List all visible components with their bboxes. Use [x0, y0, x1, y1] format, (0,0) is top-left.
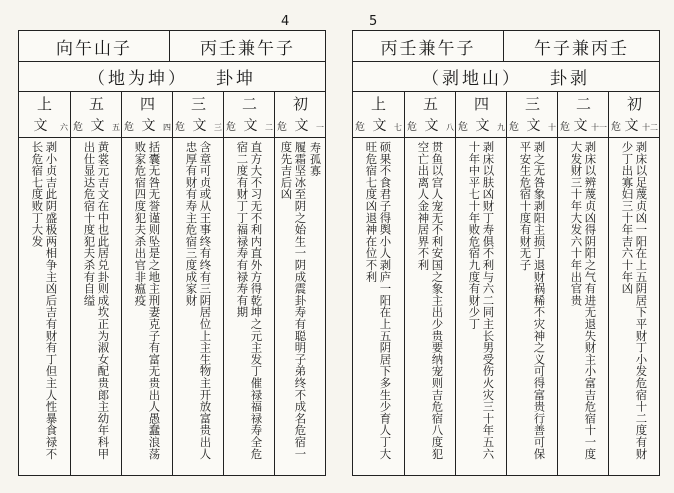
yao-sub — [509, 115, 556, 135]
yao-header — [353, 91, 404, 138]
yao-wen: 文 — [90, 118, 105, 134]
yao-number: 六 — [60, 123, 68, 132]
mountain-label: 午子兼丙壬 — [534, 38, 629, 59]
yao-text: 剥小贞吉此阴盛极两相争主凶后吉有财有丁但主人性暴食禄不长危宿七度败丁大发 — [30, 141, 59, 460]
gua-title: 卦剥 — [550, 68, 590, 89]
yao-tier: 危 — [560, 122, 570, 133]
yao-tail: 寿孤寡 — [308, 142, 322, 177]
yao-number: 七 — [394, 123, 402, 132]
yao-column — [274, 91, 326, 475]
yao-text: 剥之无咎象剥阳主损丁退财祸稀不灾神之义可得富贵行善可保平安生危宿十度有财无子 — [518, 141, 547, 460]
yao-position: 三 — [524, 95, 540, 113]
yao-position: 四 — [473, 95, 489, 113]
yao-body — [558, 141, 609, 471]
yao-tier: 危 — [226, 122, 236, 133]
yao-body — [19, 141, 70, 471]
yao-column — [121, 91, 173, 475]
yao-tier: 危 — [73, 122, 83, 133]
yao-number: 十一 — [591, 123, 607, 132]
page-number-left: 4 — [281, 14, 290, 29]
yao-column — [506, 91, 558, 475]
yao-tier: 危 — [124, 122, 134, 133]
yao-body — [609, 141, 660, 471]
yao-text: 直方大不习无不利内直外方得乾坤之元主发丁催禄福禄寿全危宿二度有财丁丁福禄寿有禄寿有期 — [235, 141, 264, 460]
yao-wen: 文 — [475, 118, 490, 134]
yao-wen: 文 — [526, 118, 541, 134]
yao-body — [173, 141, 224, 471]
yao-column — [404, 91, 456, 475]
yao-header — [558, 91, 609, 138]
yao-tier: 危 — [277, 122, 287, 133]
yao-wen: 文 — [573, 118, 588, 134]
yao-columns — [19, 91, 325, 475]
yao-header — [405, 91, 456, 138]
yao-wen: 文 — [372, 118, 387, 134]
yao-wen: 文 — [141, 118, 156, 134]
sitting-label: 丙壬兼午子 — [200, 38, 295, 59]
yao-number: 二 — [265, 123, 273, 132]
yao-sub — [560, 115, 607, 135]
page-number-right: 5 — [369, 14, 378, 29]
yao-number: 十二 — [642, 123, 658, 132]
yao-position: 二 — [241, 95, 257, 113]
gua-row — [353, 61, 659, 92]
yao-number: 九 — [497, 123, 505, 132]
yao-column — [353, 91, 404, 475]
yao-sub — [124, 115, 171, 135]
yao-header — [456, 91, 507, 138]
yao-column — [223, 91, 275, 475]
yao-position: 初 — [626, 95, 642, 113]
yao-text: 硕果不食君子得舆小人剥庐一阳在上五阴居下多生少育人丁大旺危宿七度凶退神在位不利 — [364, 141, 393, 460]
yao-body — [405, 141, 456, 471]
yao-header — [224, 91, 275, 138]
yao-text: 剥床以辨蔑贞凶得阴阳之气有进无退失财主小富吉危宿十一度大发财三十年大发六十年出官贵 — [569, 141, 598, 460]
yao-column — [70, 91, 122, 475]
yao-position: 五 — [422, 95, 438, 113]
yao-wen: 文 — [33, 118, 48, 134]
yao-body — [71, 141, 122, 471]
yao-body — [275, 141, 326, 471]
yao-number: 四 — [163, 123, 171, 132]
yao-position: 上 — [36, 95, 52, 113]
yao-tier: 危 — [611, 122, 621, 133]
yao-position: 五 — [88, 95, 104, 113]
yao-number: 五 — [112, 123, 120, 132]
yao-wen: 文 — [624, 118, 639, 134]
yao-text: 贯鱼以宫人宠无不利安国之象主出少贵要纳宠则吉危宿八度犯空亡出离人金神居界不利 — [416, 141, 445, 460]
yao-body — [507, 141, 558, 471]
yao-column — [608, 91, 660, 475]
yao-column — [455, 91, 507, 475]
yao-sub — [175, 115, 222, 135]
left-page — [18, 30, 326, 476]
yao-text: 括囊无咎无誉谨则坠是之地主刑妻克子有富无贵出人愚蠢浪荡败家危宿四度犯夫杀出官非瘟疫 — [133, 141, 162, 460]
yao-position: 四 — [139, 95, 155, 113]
yao-sub — [226, 115, 273, 135]
yao-wen: 文 — [294, 118, 309, 134]
yao-column — [172, 91, 224, 475]
sitting-label: 丙壬兼午子 — [380, 38, 476, 59]
yao-header — [507, 91, 558, 138]
gua-name: （地为坤） — [88, 68, 188, 89]
yao-text: 黄裳元吉文在中也此居兑卦则成坎正为淑女配贵郎主幼年科甲出仕显达危宿十度犯夫杀有自缢 — [82, 141, 111, 460]
yao-tier: 危 — [458, 122, 468, 133]
yao-header — [71, 91, 122, 138]
yao-header — [609, 91, 660, 138]
yao-sub — [73, 115, 120, 135]
yao-sub — [611, 115, 658, 135]
yao-sub — [21, 115, 68, 135]
yao-header — [19, 91, 70, 138]
left-header — [19, 31, 325, 62]
yao-body — [122, 141, 173, 471]
yao-columns — [353, 91, 659, 475]
yao-sub — [407, 115, 454, 135]
yao-column — [19, 91, 70, 475]
gua-row — [19, 61, 325, 92]
yao-number: 三 — [214, 123, 222, 132]
yao-header — [173, 91, 224, 138]
yao-body — [224, 141, 275, 471]
yao-wen: 文 — [192, 118, 207, 134]
yao-tier: 危 — [355, 122, 365, 133]
yao-number: 八 — [446, 123, 454, 132]
yao-number: 一 — [316, 123, 324, 132]
yao-body — [456, 141, 507, 471]
mountain-label: 向午山子 — [56, 38, 132, 59]
yao-sub — [277, 115, 324, 135]
yao-position: 初 — [292, 95, 308, 113]
yao-position: 三 — [190, 95, 206, 113]
yao-wen: 文 — [243, 118, 258, 134]
yao-column — [557, 91, 609, 475]
yao-position: 二 — [575, 95, 591, 113]
yao-text: 剥床以足蔑贞凶一阳在上五阴居下平财丁小发危宿十二度有财少丁出寡妇三十年吉六十年凶 — [620, 141, 649, 460]
right-header — [353, 31, 659, 62]
yao-header — [275, 91, 326, 138]
gua-name: （剥地山） — [422, 68, 522, 89]
yao-header — [122, 91, 173, 138]
yao-text: 含章可贞或从王事终有终有三阴居位上主生物主开放富贵出人忠厚有财有寿主危宿三度成家财 — [184, 141, 213, 460]
yao-text: 剥床以肤凶财丁寿俱不利与六二同主长男受伤火灾三十年五六十年中平七十年败危宿九度有财少丁 — [467, 141, 496, 460]
yao-tier: 危 — [509, 122, 519, 133]
yao-tier: 危 — [175, 122, 185, 133]
yao-sub — [458, 115, 505, 135]
yao-body — [353, 141, 404, 471]
gua-title: 卦坤 — [216, 68, 256, 89]
yao-position: 上 — [370, 95, 386, 113]
right-page — [352, 30, 660, 476]
yao-text: 履霜坚冰至阴之始生一阴成震卦寿有聪明子弟终不成名危宿一度先吉后凶 — [279, 141, 308, 460]
yao-sub — [355, 115, 402, 135]
yao-tier: 危 — [407, 122, 417, 133]
yao-number: 十 — [548, 123, 556, 132]
yao-wen: 文 — [424, 118, 439, 134]
